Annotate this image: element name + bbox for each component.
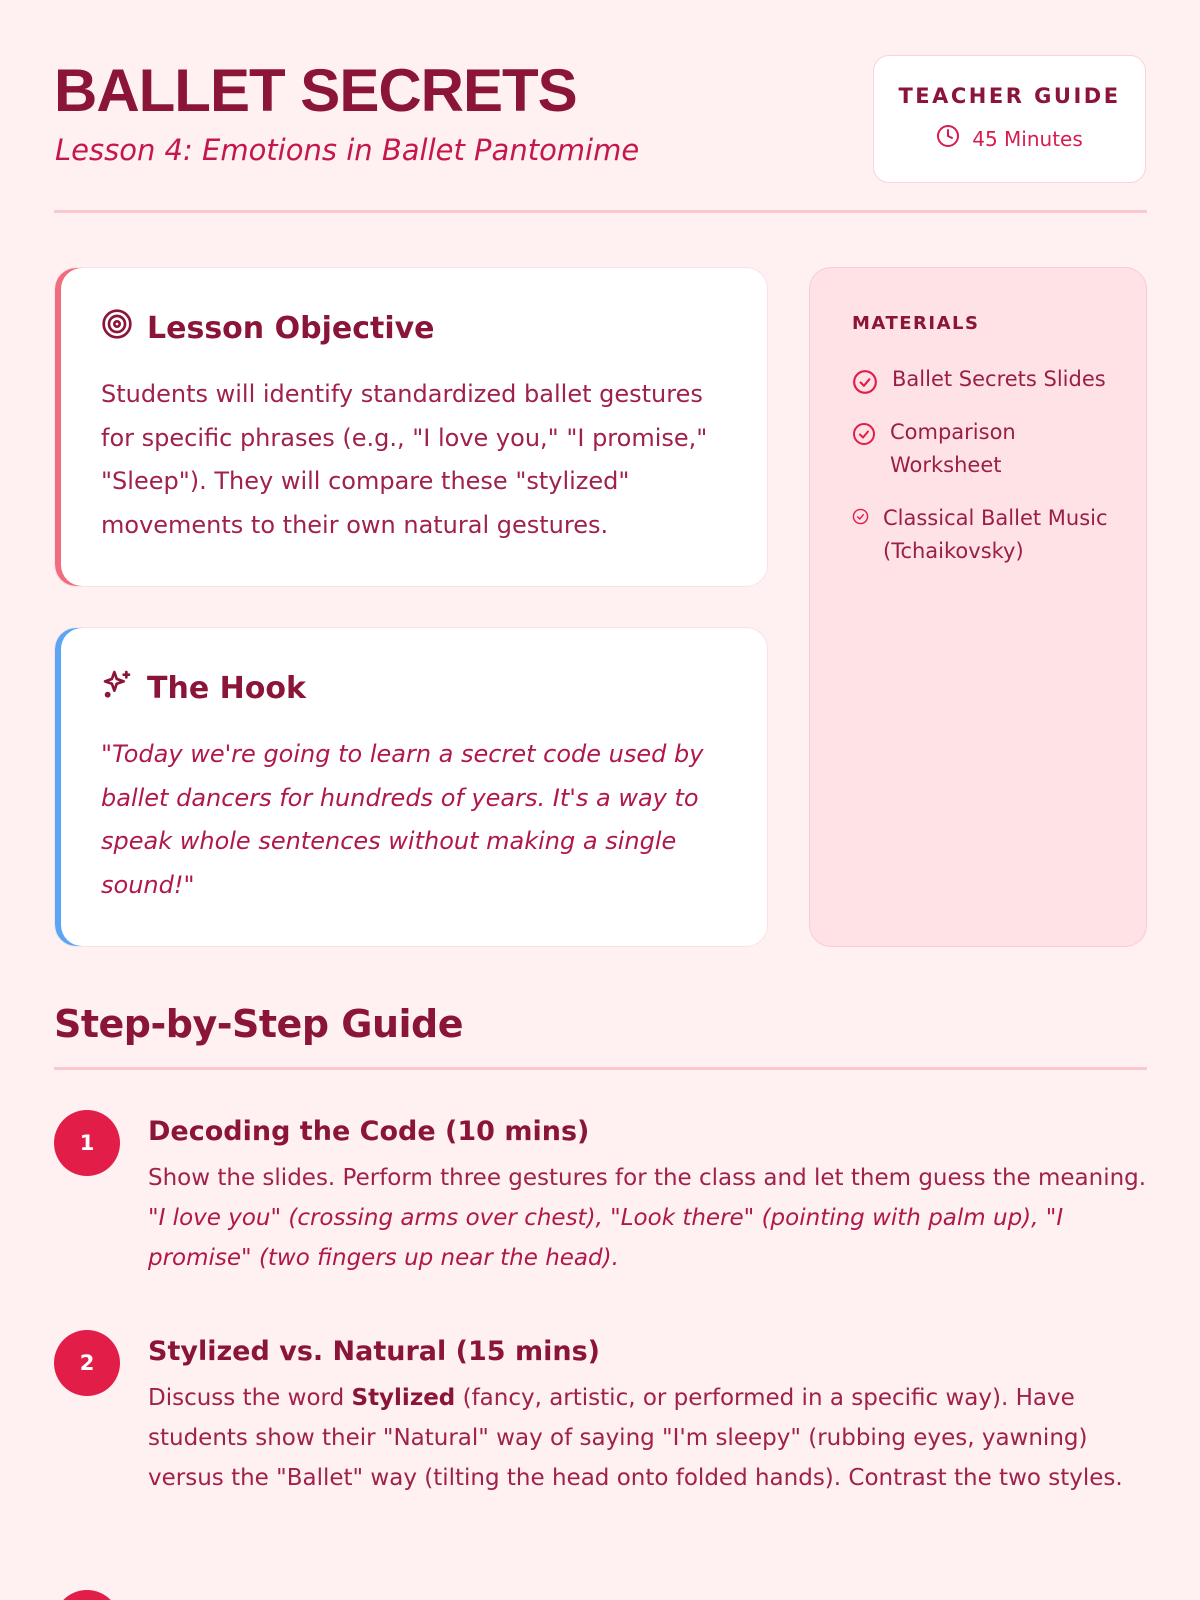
material-label: Classical Ballet Music (Tchaikovsky)	[883, 506, 1108, 563]
step-text: Discuss the word	[148, 1385, 352, 1411]
step-text: Show the slides. Perform three gestures for the class and let them guess the meaning.	[148, 1165, 1147, 1191]
lesson-objective-text: Students will identify standardized ballet gestures for specific phrases (e.g., "I love you," "I promise," "Sleep"). They will compare these "stylized" movements to their own natural gestures.	[101, 380, 708, 539]
lesson-objective-card	[54, 267, 768, 587]
step-example-text: "I love you" (crossing arms over chest), "Look there" (pointing with palm up), "I promise" (two fingers up near the head).	[148, 1205, 1064, 1271]
teacher-guide-label: TEACHER GUIDE	[898, 84, 1121, 108]
step-keyword: Stylized	[351, 1385, 456, 1411]
teacher-guide-card	[873, 55, 1146, 183]
step-number-badge	[54, 1590, 120, 1600]
step-number-badge: 1	[54, 1110, 120, 1176]
material-label: Ballet Secrets Slides	[892, 367, 1106, 391]
target-icon	[101, 308, 133, 348]
material-item	[852, 502, 1122, 568]
hook-heading	[101, 668, 306, 708]
materials-panel	[809, 267, 1147, 947]
check-circle-icon	[852, 422, 876, 446]
lesson-subtitle: Lesson 4: Emotions in Ballet Pantomime	[55, 133, 640, 167]
guide-divider	[54, 1067, 1147, 1070]
step-number-badge: 2	[54, 1330, 120, 1396]
check-circle-icon	[852, 508, 869, 525]
step-title: Decoding the Code (10 mins)	[148, 1116, 590, 1147]
clock-icon	[936, 124, 960, 153]
sparkles-icon	[101, 668, 133, 708]
material-label: Comparison Worksheet	[890, 420, 1016, 477]
check-circle-icon	[852, 369, 878, 395]
guide-section-title: Step-by-Step Guide	[54, 1002, 463, 1046]
step-description	[148, 1378, 1148, 1498]
materials-list	[852, 363, 1122, 588]
step-title: Stylized vs. Natural (15 mins)	[148, 1336, 601, 1367]
hook-title: The Hook	[147, 670, 306, 706]
material-item	[852, 363, 1122, 396]
material-item	[852, 416, 1122, 482]
step-text: (fancy, artistic, or performed in a specific way). Have students show their "Natural" way of saying "I'm sleepy" (rubbing eyes, yawning) versus the "Ballet" way (tilting the head onto folded hands). Contrast the two styles.	[148, 1385, 1123, 1491]
lesson-objective-heading	[101, 308, 435, 348]
page-title: BALLET SECRETS	[54, 57, 577, 124]
step-description	[148, 1158, 1148, 1278]
lesson-objective-title: Lesson Objective	[147, 310, 435, 346]
header-divider	[54, 210, 1147, 213]
duration	[874, 124, 1145, 153]
duration-text: 45 Minutes	[972, 126, 1083, 151]
materials-title: MATERIALS	[852, 313, 980, 334]
hook-card	[54, 627, 768, 947]
hook-quote: "Today we're going to learn a secret code used by ballet dancers for hundreds of years. It's a way to speak whole sentences without making a single sound!"	[101, 740, 704, 899]
